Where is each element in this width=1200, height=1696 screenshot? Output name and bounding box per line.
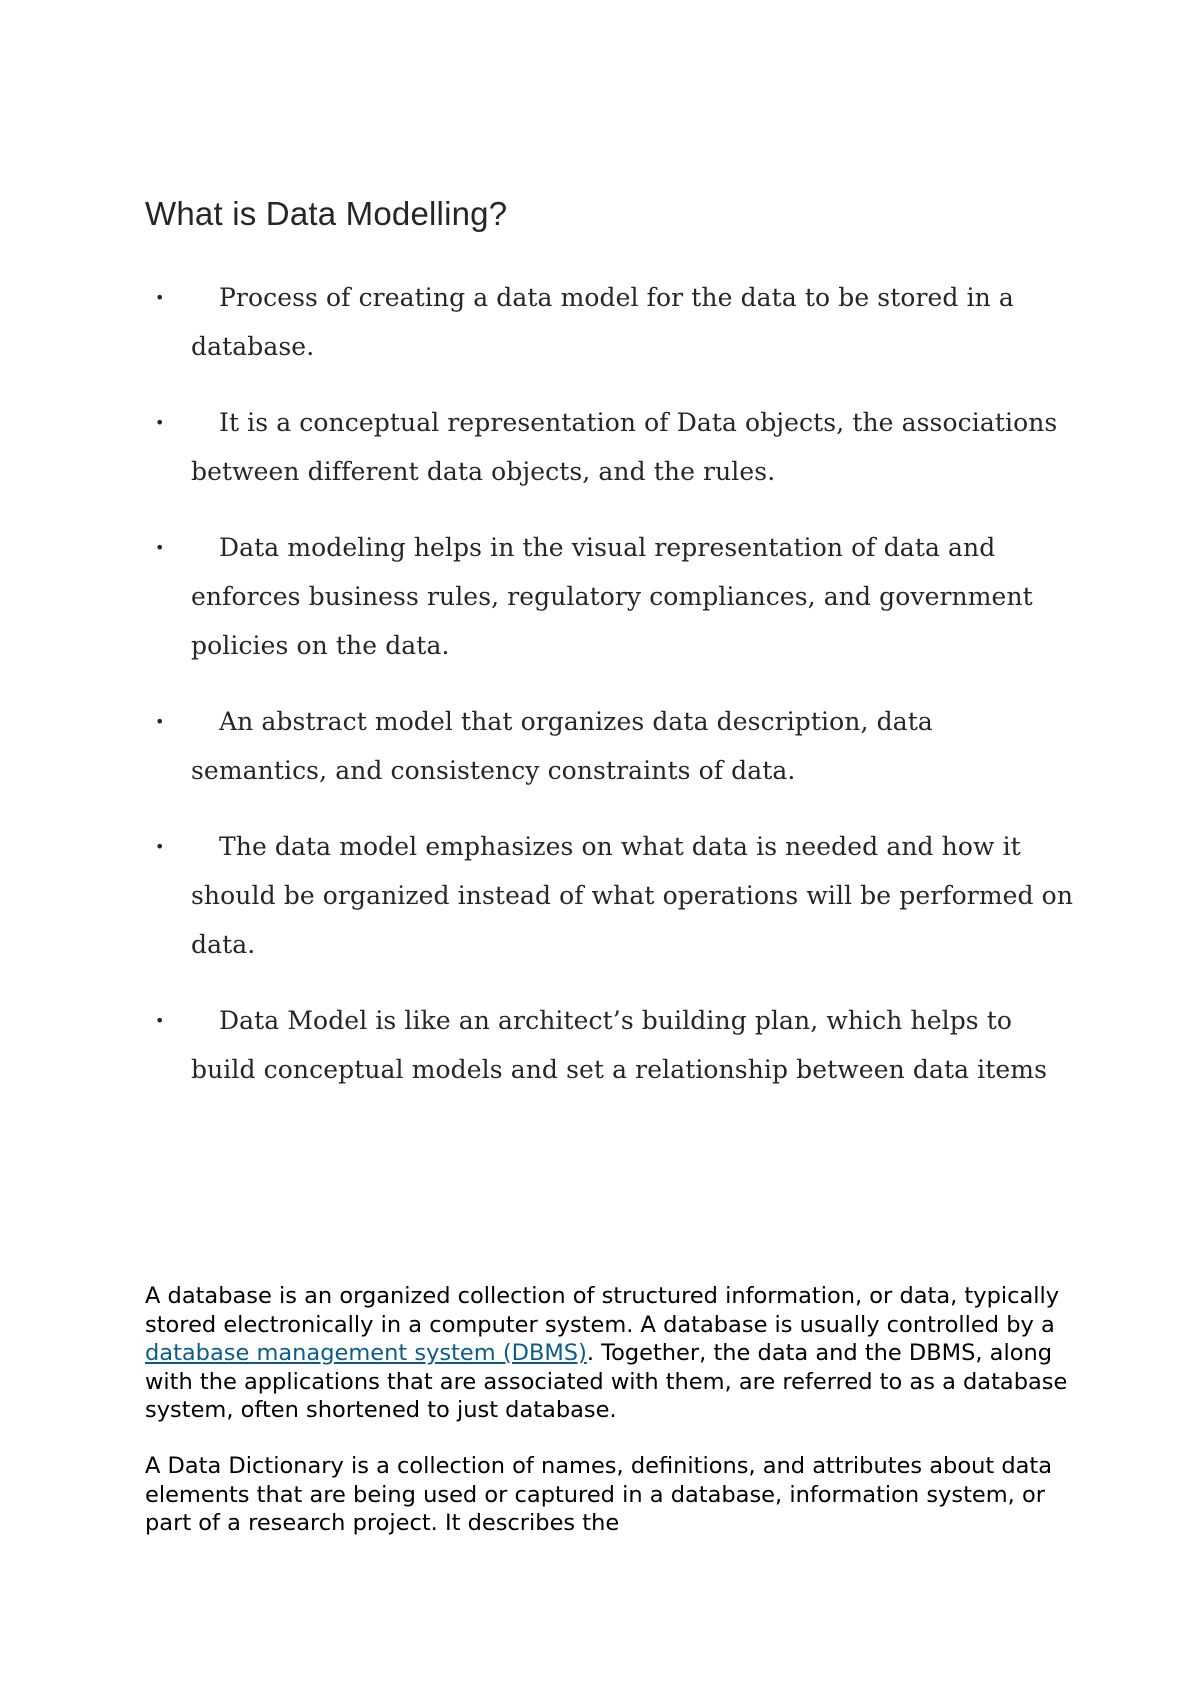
bullet-icon: • (155, 1011, 165, 1030)
bullet-text: Process of creating a data model for the data to be stored in a database. (191, 283, 1014, 361)
paragraph-text-after-link: . Together, the data and the DBMS, along with the applications that are associated with them, are referred to as a database system, often shortened to just database. (145, 1340, 1068, 1423)
bullet-text: An abstract model that organizes data description, data semantics, and consistency constraints of data. (191, 707, 933, 785)
list-item (145, 996, 1075, 1094)
bullet-text: Data Model is like an architect’s building plan, which helps to build conceptual models and set a relationship between data items (191, 1006, 1048, 1084)
bullet-list (145, 273, 1075, 1121)
list-item (145, 697, 1075, 795)
list-item (145, 273, 1075, 371)
bullet-icon: • (155, 538, 165, 557)
list-item (145, 822, 1075, 969)
bullet-text: The data model emphasizes on what data is needed and how it should be organized instead of what operations will be performed on data. (191, 832, 1074, 959)
list-item (145, 398, 1075, 496)
bullet-icon: • (155, 413, 165, 432)
database-definition-paragraph (145, 1282, 1085, 1425)
bullet-icon: • (155, 712, 165, 731)
data-dictionary-paragraph: A Data Dictionary is a collection of names, definitions, and attributes about data elements that are being used or captured in a database, information system, or part of a research project. It describes the (145, 1453, 1052, 1536)
paragraph-text-before-link: A database is an organized collection of structured information, or data, typically stored electronically in a computer system. A database is usually controlled by a (145, 1283, 1060, 1338)
bullet-icon: • (155, 837, 165, 856)
bullet-text: It is a conceptual representation of Data objects, the associations between different data objects, and the rules. (191, 408, 1058, 486)
list-item (145, 523, 1075, 670)
bullet-icon: • (155, 288, 165, 307)
page-title: What is Data Modelling? (145, 195, 508, 232)
dbms-link[interactable]: database management system (DBMS) (145, 1340, 587, 1366)
bullet-text: Data modeling helps in the visual representation of data and enforces business rules, regulatory compliances, and government policies on the data. (191, 533, 1033, 660)
